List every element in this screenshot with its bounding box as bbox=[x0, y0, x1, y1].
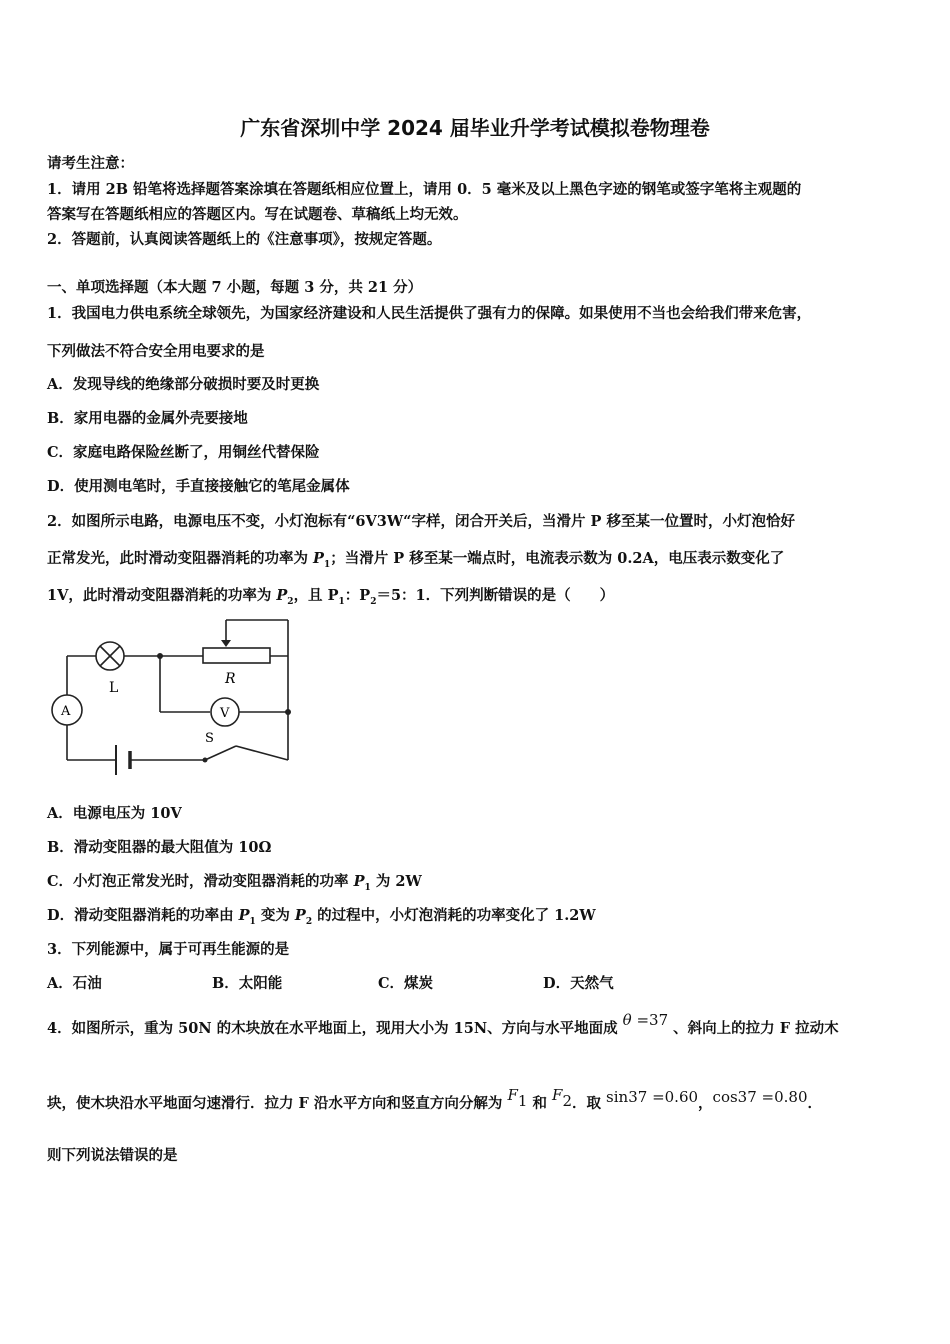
q3-option-c: C．煤炭 bbox=[378, 975, 434, 992]
label-rheostat: R bbox=[225, 671, 236, 687]
subscript: 1 bbox=[517, 1091, 528, 1110]
q2-option-d bbox=[47, 904, 596, 927]
label-ammeter: A bbox=[61, 704, 71, 719]
q1-option-c: C．家庭电路保险丝断了，用铜丝代替保险 bbox=[47, 444, 320, 461]
text: 变为 bbox=[255, 907, 295, 924]
separator: ， bbox=[698, 1095, 713, 1112]
var-p: P bbox=[294, 907, 306, 924]
text: 、斜向上的拉力 F 拉动木 bbox=[668, 1020, 839, 1037]
junction-dot bbox=[285, 709, 291, 715]
subscript: 1 bbox=[338, 596, 345, 607]
var-p: P bbox=[313, 550, 324, 567]
q3-option-b: B．太阳能 bbox=[212, 975, 283, 992]
angle-value: =37 bbox=[631, 1011, 669, 1029]
q1-stem-line1: 1．我国电力供电系统全球领先，为国家经济建设和人民生活提供了强有力的保障。如果使用不当也会给我们带来危害， bbox=[47, 305, 812, 322]
subscript: 2 bbox=[370, 596, 377, 607]
text: ． bbox=[807, 1095, 823, 1112]
text: ．取 bbox=[571, 1095, 607, 1112]
slider-arrow-icon bbox=[221, 640, 231, 647]
subscript: 1 bbox=[323, 559, 331, 570]
text: ，且 P bbox=[293, 587, 339, 604]
q1-option-b: B．家用电器的金属外壳要接地 bbox=[47, 410, 248, 427]
q2-option-b: B．滑动变阻器的最大阻值为 10Ω bbox=[47, 839, 272, 856]
section-heading: 一、单项选择题（本大题 7 小题，每题 3 分，共 21 分） bbox=[47, 279, 423, 296]
theta-symbol: θ bbox=[622, 1011, 632, 1029]
subscript: 2 bbox=[305, 916, 313, 927]
label-switch: S bbox=[205, 731, 214, 746]
subscript: 2 bbox=[287, 596, 294, 607]
switch-blade bbox=[205, 746, 236, 760]
q3-option-a: A．石油 bbox=[47, 975, 102, 992]
subscript: 1 bbox=[249, 916, 256, 927]
q3-option-d: D．天然气 bbox=[543, 975, 614, 992]
text: 4．如图所示，重为 50N 的木块放在水平地面上，现用大小为 15N、方向与水平地面成 bbox=[47, 1020, 623, 1037]
force-f1: F bbox=[507, 1086, 518, 1104]
notice-heading: 请考生注意： bbox=[47, 155, 134, 172]
subscript: 1 bbox=[364, 882, 371, 893]
text: C．小灯泡正常发光时，滑动变阻器消耗的功率 bbox=[47, 873, 354, 890]
q2-stem-line1: 2．如图所示电路，电源电压不变，小灯泡标有“6V3W“字样，闭合开关后，当滑片 P 移至某一位置时，小灯泡恰好 bbox=[47, 513, 795, 530]
label-voltmeter: V bbox=[220, 706, 230, 721]
q4-stem-line3: 则下列说法错误的是 bbox=[47, 1147, 178, 1164]
circuit-diagram bbox=[40, 612, 300, 782]
q3-stem: 3．下列能源中，属于可再生能源的是 bbox=[47, 941, 290, 958]
notice-item-1b: 答案写在答题纸相应的答题区内。写在试题卷、草稿纸上均无效。 bbox=[47, 206, 468, 223]
var-p: P bbox=[353, 873, 365, 890]
q4-stem-line1 bbox=[47, 1011, 839, 1038]
text: 和 bbox=[527, 1095, 553, 1112]
q2-option-a: A．电源电压为 10V bbox=[47, 805, 182, 822]
text: ：P bbox=[344, 587, 371, 604]
q1-option-a: A．发现导线的绝缘部分破损时要及时更换 bbox=[47, 376, 320, 393]
notice-item-2: 2．答题前，认真阅读答题纸上的《注意事项》，按规定答题。 bbox=[47, 231, 442, 248]
text: ；当滑片 P 移至某一端点时，电流表示数为 0.2A，电压表示数变化了 bbox=[330, 550, 785, 567]
text: 1V，此时滑动变阻器消耗的功率为 bbox=[47, 587, 277, 604]
text: D．滑动变阻器消耗的功率由 bbox=[47, 907, 239, 924]
sin-expr: sin37 bbox=[606, 1088, 648, 1106]
q4-stem-line2 bbox=[47, 1086, 823, 1116]
var-p: P bbox=[276, 587, 288, 604]
rheostat-symbol bbox=[203, 648, 270, 663]
text: 为 2W bbox=[370, 873, 422, 890]
switch-blade bbox=[236, 746, 288, 760]
junction-dot bbox=[157, 653, 163, 659]
q2-stem-line3 bbox=[47, 584, 614, 607]
var-p: P bbox=[238, 907, 250, 924]
page-title: 广东省深圳中学 2024 届毕业升学考试模拟卷物理卷 bbox=[240, 116, 710, 140]
notice-item-1a: 1．请用 2B 铅笔将选择题答案涂填在答题纸相应位置上，请用 0．5 毫米及以上黑色字迹的钢笔或签字笔将主观题的 bbox=[47, 181, 802, 198]
text: 的过程中，小灯泡消耗的功率变化了 1.2W bbox=[312, 907, 596, 924]
q1-option-d: D．使用测电笔时，手直接接触它的笔尾金属体 bbox=[47, 478, 350, 495]
cos-expr: cos37 bbox=[712, 1088, 757, 1106]
cos-value: =0.80 bbox=[756, 1088, 808, 1106]
sin-value: =0.60 bbox=[647, 1088, 699, 1106]
q1-stem-line2: 下列做法不符合安全用电要求的是 bbox=[47, 343, 265, 360]
q2-option-c bbox=[47, 870, 422, 893]
q2-stem-line2 bbox=[47, 547, 784, 570]
text: ＝5：1．下列判断错误的是（ ） bbox=[376, 587, 615, 604]
text: 正常发光，此时滑动变阻器消耗的功率为 bbox=[47, 550, 314, 567]
label-lamp: L bbox=[109, 680, 119, 696]
text: 块，使木块沿水平地面匀速滑行．拉力 F 沿水平方向和竖直方向分解为 bbox=[47, 1095, 508, 1112]
subscript: 2 bbox=[562, 1091, 572, 1110]
force-f2: F bbox=[552, 1086, 563, 1104]
